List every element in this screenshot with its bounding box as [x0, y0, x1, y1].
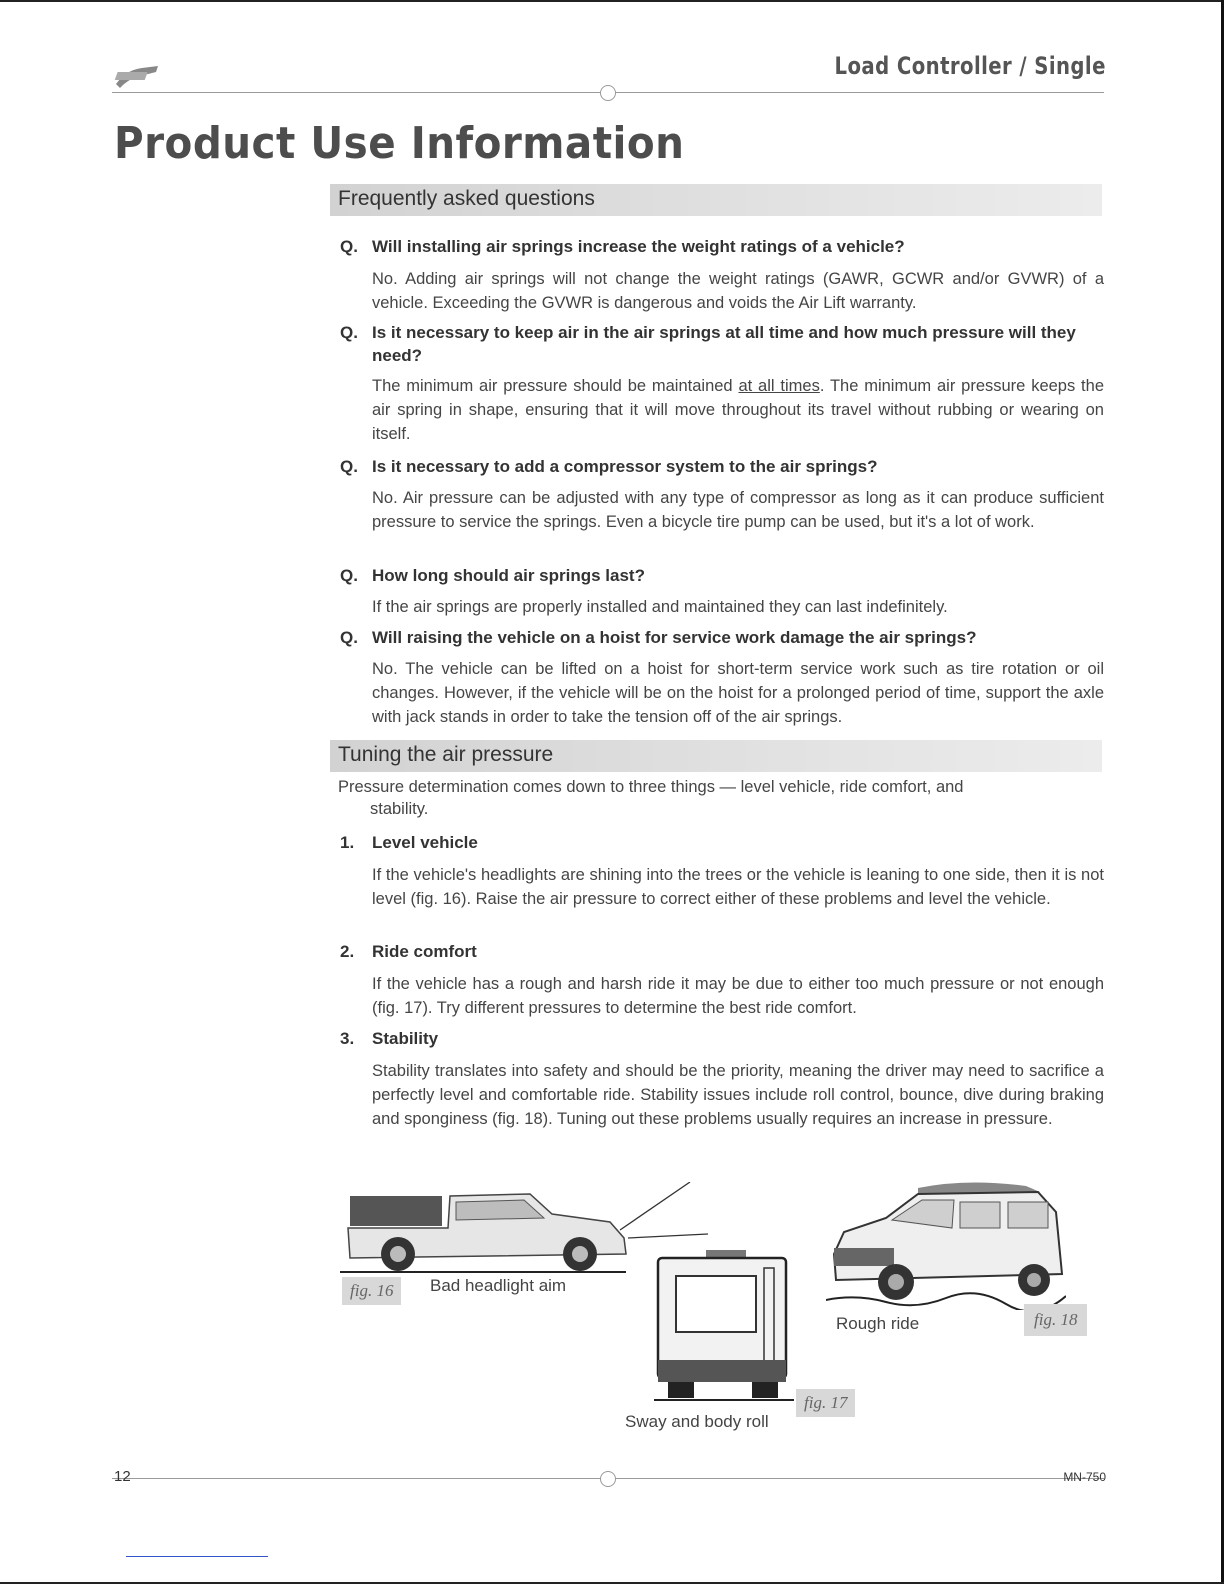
tuning-item — [340, 831, 1104, 911]
tuning-heading: Tuning the air pressure — [338, 743, 554, 766]
van-rear-view-illustration — [654, 1250, 794, 1402]
question-prefix: Q. — [340, 566, 358, 585]
faq-item — [340, 564, 1104, 619]
scan-artifact-line — [126, 1556, 268, 1557]
document-code: MN-750 — [1063, 1470, 1106, 1484]
tuning-item — [340, 1027, 1104, 1131]
figure-16-tag: fig. 16 — [342, 1277, 401, 1305]
air-lift-logo-icon — [112, 60, 162, 90]
item-body: If the vehicle's headlights are shining into the trees or the vehicle is leaning to one side, then it is not level (fig. 16). Raise the air pressure to correct either of these problems and level the vehicle. — [372, 866, 1104, 908]
faq-item — [340, 321, 1104, 446]
answer-text: No. The vehicle can be lifted on a hoist for short-term service work such as tire rotation or oil changes. However, if the vehicle will be on the hoist for a prolonged period of time, support the axle with jack stands in order to take the tension off of the air springs. — [372, 660, 1104, 726]
page-title: Product Use Information — [114, 118, 685, 169]
item-title: Level vehicle — [372, 833, 478, 852]
answer-text: No. Adding air springs will not change the weight ratings (GAWR, GCWR and/or GVWR) of a vehicle. Exceeding the GVWR is dangerous and voids the Air Lift warranty. — [372, 270, 1104, 312]
question-prefix: Q. — [340, 457, 358, 476]
item-body: Stability translates into safety and should be the priority, meaning the driver may need to sacrifice a perfectly level and comfortable ride. Stability issues include roll control, bounce, dive during braking and sponginess (fig. 18). Tuning out these problems usually requires an increase in pressure. — [372, 1062, 1104, 1128]
figure-18-tag: fig. 18 — [1024, 1304, 1087, 1336]
page-number: 12 — [114, 1468, 131, 1485]
item-number: 3. — [340, 1029, 355, 1048]
question-text: Is it necessary to keep air in the air springs at all time and how much pressure will they need? — [372, 323, 1076, 365]
answer-emphasis: at all times — [738, 377, 820, 395]
tuning-item — [340, 940, 1104, 1020]
faq-item — [340, 455, 1104, 534]
answer-text: If the air springs are properly installed and maintained they can last indefinitely. — [372, 598, 948, 616]
question-prefix: Q. — [340, 323, 358, 342]
tuning-intro — [338, 776, 1104, 820]
answer-text — [372, 374, 1104, 446]
figure-18-caption: Rough ride — [836, 1314, 920, 1333]
item-number: 1. — [340, 833, 355, 852]
figure-17-tag: fig. 17 — [796, 1389, 855, 1417]
item-title: Ride comfort — [372, 942, 477, 961]
faq-heading: Frequently asked questions — [338, 187, 595, 210]
conversion-van-illustration — [826, 1178, 1066, 1310]
answer-text: No. Air pressure can be adjusted with any type of compressor as long as it can produce sufficient pressure to service the springs. Even a bicycle tire pump can be used, but it's a lot of work. — [372, 489, 1104, 531]
answer-text-part: The minimum air pressure should be maintained — [372, 377, 739, 395]
header-title: Load Controller / Single — [834, 52, 1106, 80]
tuning-intro-line: Pressure determination comes down to three things — level vehicle, ride comfort, and — [338, 778, 964, 796]
faq-item — [340, 235, 1104, 315]
question-text: Will raising the vehicle on a hoist for service work damage the air springs? — [372, 628, 977, 647]
question-prefix: Q. — [340, 628, 358, 647]
item-number: 2. — [340, 942, 355, 961]
question-text: How long should air springs last? — [372, 566, 645, 585]
item-title: Stability — [372, 1029, 439, 1048]
question-prefix: Q. — [340, 237, 358, 256]
footer-rule-knob — [600, 1471, 616, 1487]
question-text: Is it necessary to add a compressor system to the air springs? — [372, 457, 878, 476]
faq-item — [340, 626, 1104, 729]
header-rule-knob — [600, 85, 616, 101]
figure-17-caption: Sway and body roll — [625, 1412, 769, 1431]
scan-edge-top — [0, 0, 1224, 2]
item-body: If the vehicle has a rough and harsh ride it may be due to either too much pressure or not enough (fig. 17). Try different pressures to determine the best ride comfort. — [372, 975, 1104, 1017]
tuning-intro-line: stability. — [370, 800, 429, 818]
question-text: Will installing air springs increase the weight ratings of a vehicle? — [372, 237, 905, 256]
tuning-section-band — [330, 740, 1102, 772]
answer-text-part: . The minimum air pressure keeps the air spring in shape, ensuring that it will move throughout its travel without rubbing or wearing on itself. — [372, 377, 1104, 443]
figure-16-caption: Bad headlight aim — [430, 1276, 567, 1295]
faq-section-band — [330, 184, 1102, 216]
